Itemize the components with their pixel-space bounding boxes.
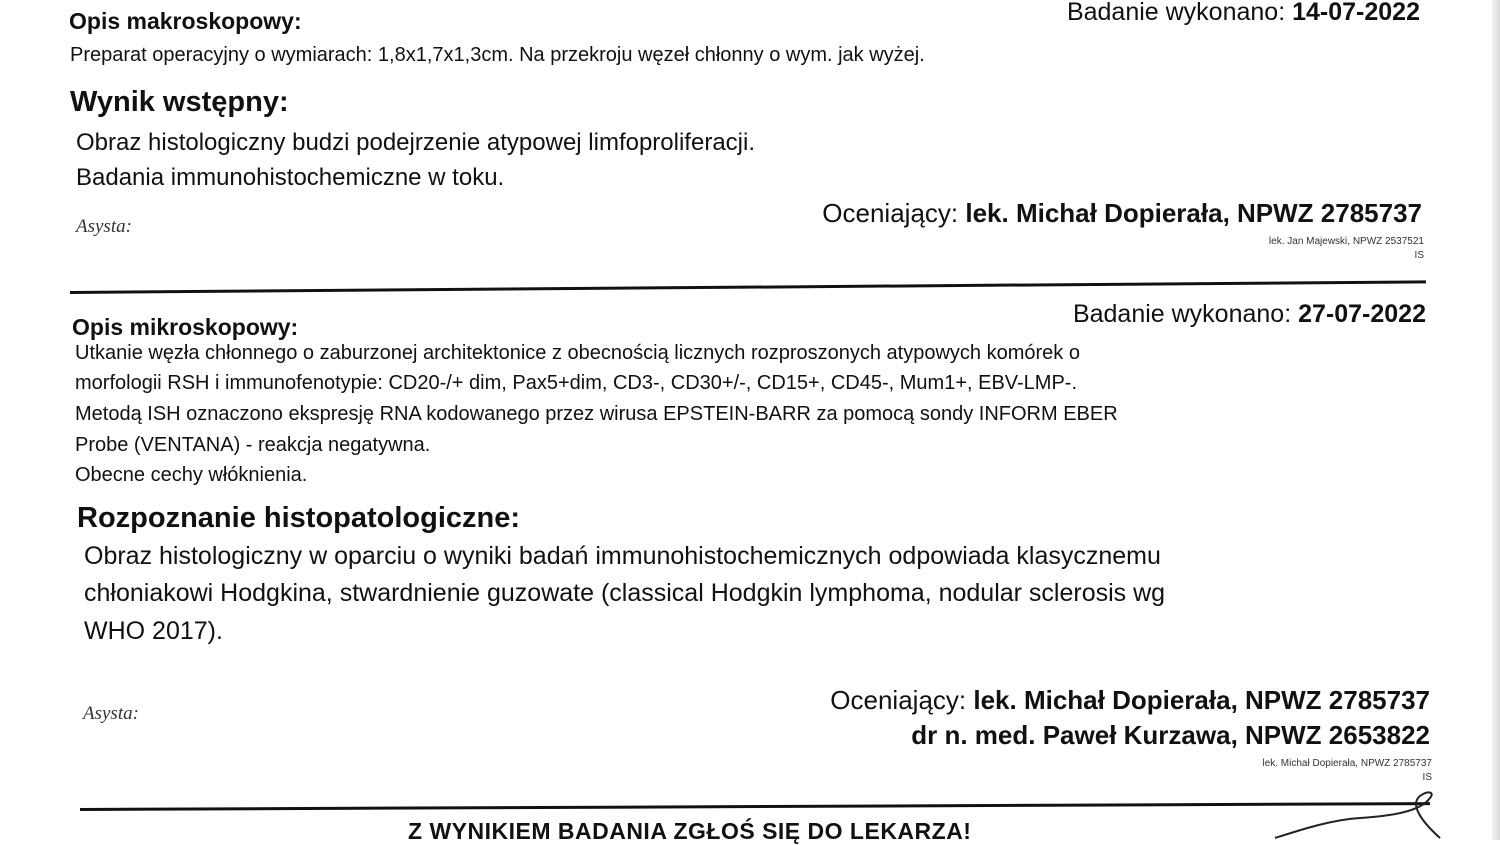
microscopic-line-4: Probe (VENTANA) - reakcja negatywna. bbox=[75, 434, 431, 456]
exam-date-label: Badanie wykonano: bbox=[1066, 0, 1286, 26]
evaluator-name: lek. Michał Dopierała, NPWZ 2785737 bbox=[965, 198, 1422, 228]
evaluator-label: Oceniający: bbox=[830, 685, 967, 715]
exam-date-label: Badanie wykonano: bbox=[1072, 300, 1292, 328]
preliminary-line-1: Obraz histologiczny budzi podejrzenie atypowej limfoproliferacji. bbox=[76, 129, 755, 156]
stamp-block bbox=[1262, 757, 1432, 785]
handwritten-signature bbox=[1270, 790, 1450, 840]
stamp-code: IS bbox=[1414, 250, 1424, 261]
section-divider bbox=[80, 802, 1430, 811]
microscopic-line-1: Utkanie węzła chłonnego o zaburzonej architektonice z obecnością licznych rozproszonych atypowych komórek o bbox=[75, 342, 1080, 364]
evaluator-label: Oceniający: bbox=[822, 198, 959, 228]
stamp-block bbox=[1269, 235, 1424, 263]
diagnosis-heading: Rozpoznanie histopatologiczne: bbox=[77, 502, 521, 534]
microscopic-exam-date bbox=[1073, 300, 1426, 329]
page-edge-shadow bbox=[1492, 0, 1500, 840]
exam-date-value: 14-07-2022 bbox=[1292, 0, 1420, 26]
diagnosis-line-1: Obraz histologiczny w oparciu o wyniki badań immunohistochemicznych odpowiada klasycznemu bbox=[84, 542, 1161, 570]
footer-notice: Z WYNIKIEM BADANIA ZGŁOŚ SIĘ DO LEKARZA! bbox=[408, 818, 972, 844]
macroscopic-exam-date bbox=[1067, 0, 1420, 27]
microscopic-line-5: Obecne cechy włóknienia. bbox=[75, 464, 308, 486]
assist-label: Asysta: bbox=[83, 703, 139, 724]
stamp-name: lek. Jan Majewski, NPWZ 2537521 bbox=[1268, 236, 1424, 247]
microscopic-heading: Opis mikroskopowy: bbox=[72, 314, 299, 340]
exam-date-value: 27-07-2022 bbox=[1298, 300, 1426, 328]
stamp-code: IS bbox=[1422, 772, 1432, 783]
microscopic-line-3: Metodą ISH oznaczono ekspresję RNA kodowanego przez wirusa EPSTEIN-BARR za pomocą sondy INFORM EBER bbox=[75, 403, 1118, 425]
evaluator-line bbox=[822, 198, 1422, 229]
macroscopic-heading: Opis makroskopowy: bbox=[69, 8, 302, 34]
diagnosis-line-3: WHO 2017). bbox=[84, 617, 223, 645]
microscopic-line-2: morfologii RSH i immunofenotypie: CD20-/+ dim, Pax5+dim, CD3-, CD30+/-, CD15+, CD45-, Mum1+, EBV-LMP-. bbox=[75, 372, 1078, 394]
evaluator-line bbox=[830, 685, 1430, 716]
stamp-name: lek. Michał Dopierała, NPWZ 2785737 bbox=[1262, 758, 1432, 769]
assist-label: Asysta: bbox=[76, 216, 132, 237]
macroscopic-description: Preparat operacyjny o wymiarach: 1,8x1,7x1,3cm. Na przekroju węzeł chłonny o wym. jak wyżej. bbox=[70, 44, 925, 66]
evaluator-name: lek. Michał Dopierała, NPWZ 2785737 bbox=[973, 685, 1430, 715]
diagnosis-line-2: chłoniakowi Hodgkina, stwardnienie guzowate (classical Hodgkin lymphoma, nodular sclerosis wg bbox=[84, 579, 1166, 607]
preliminary-line-2: Badania immunohistochemiczne w toku. bbox=[76, 164, 505, 191]
preliminary-result-heading: Wynik wstępny: bbox=[70, 86, 289, 118]
section-divider bbox=[70, 280, 1426, 294]
co-evaluator-name: dr n. med. Paweł Kurzawa, NPWZ 2653822 bbox=[911, 720, 1430, 750]
